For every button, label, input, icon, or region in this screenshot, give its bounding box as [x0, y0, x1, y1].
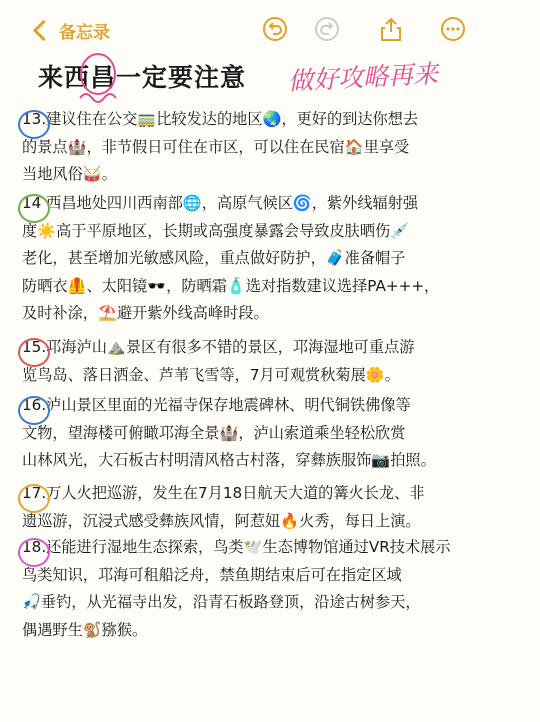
tip-number: 15. [22, 338, 47, 356]
tip-number: 16. [22, 396, 47, 414]
tip-line: 山林风光，大石板古村明清风格古村落，穿彝族服饰📷拍照。 [22, 451, 436, 469]
chevron-left-icon [33, 20, 54, 41]
tip-17 [22, 480, 532, 535]
page-title: 来西昌一定要注意 [38, 63, 247, 92]
tip-line: 老化，甚至增加光敏感风险，重点做好防护，🧳准备帽子 [22, 249, 406, 267]
tip-line: 及时补涂，⛱️避开紫外线高峰时段。 [22, 304, 269, 322]
tip-number: 18. [22, 538, 47, 556]
tip-number: 13. [22, 110, 47, 128]
tip-line [22, 392, 532, 420]
tip-line [22, 334, 532, 362]
tip-line: 鸟类知识，邛海可租船泛舟，禁鱼期结束后可在指定区域 [22, 565, 402, 584]
tip-line: 当地风俗🥁。 [22, 165, 117, 183]
tip-line: 览鸟岛、落日洒金、芦苇飞雪等，7月可观赏秋菊展🌼。 [22, 365, 400, 384]
top-navigation-bar [0, 0, 540, 60]
more-icon[interactable] [440, 16, 466, 42]
tip-number: 14 [22, 194, 42, 212]
tip-line: 度☀️高于平原地区，长期或高强度暴露会导致皮肤晒伤💉 [22, 221, 410, 240]
tip-line: 遗巡游，沉浸式感受彝族风情，阿惹妞🔥火秀，每日上演。 [22, 511, 421, 530]
tip-16 [22, 392, 532, 475]
redo-icon[interactable] [314, 16, 340, 42]
tip-18 [22, 534, 532, 644]
tip-text: 建议住在公交🚃比较发达的地区🌏，更好的到达你想去 [46, 110, 419, 128]
share-icon[interactable] [378, 16, 404, 42]
tip-line: 防晒衣🦺、太阳镜🕶️，防晒霜🧴选对指数建议选择PA+++， [22, 276, 440, 295]
tip-text: 还能进行湿地生态探索，鸟类🕊️生态博物馆通过VR技术展示 [46, 538, 451, 556]
tip-line: 文物，望海楼可俯瞰邛海全景🏰，泸山索道乘坐轻松欣赏 [22, 423, 406, 442]
tip-text: 邛海泸山⛰️景区有很多不错的景区，邛海湿地可重点游 [46, 338, 415, 356]
undo-icon[interactable] [262, 16, 288, 42]
tip-text: 万人火把巡游，发生在7月18日航天大道的篝火长龙、非 [46, 484, 425, 502]
tip-line [22, 480, 532, 508]
tip-line [22, 534, 532, 562]
back-button[interactable] [36, 18, 110, 43]
page-subtitle: 做好攻略再来 [287, 59, 439, 96]
tip-text: 泸山景区里面的光福寺保存地震碑林、明代铜铁佛像等 [46, 396, 411, 414]
title-area [38, 58, 518, 102]
tip-text: 西昌地处四川西南部🌐，高原气候区🌀，紫外线辐射强 [46, 194, 419, 212]
tip-line: 的景点🏰，非节假日可住在市区，可以住在民宿🏠里享受 [22, 137, 410, 156]
tip-line [22, 190, 532, 218]
tip-line: 🎣垂钓，从光福寺出发，沿青石板路登顶，沿途古树参天， [22, 593, 421, 611]
tip-14 [22, 190, 532, 328]
tip-13 [22, 106, 532, 189]
tip-line [22, 106, 532, 134]
tip-line: 偶遇野生🐒猕猴。 [22, 620, 148, 639]
tip-15 [22, 334, 532, 389]
tip-number: 17. [22, 484, 47, 502]
back-label: 备忘录 [59, 23, 110, 43]
